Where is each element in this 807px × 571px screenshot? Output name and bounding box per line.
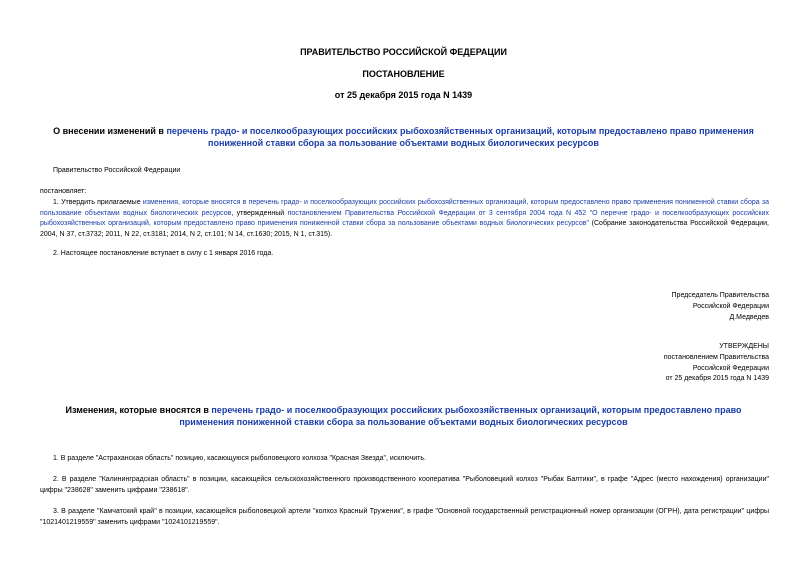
document-date: от 25 декабря 2015 года N 1439 bbox=[334, 90, 473, 100]
item-2: 2. Настоящее постановление вступает в силу с 1 января 2016 года. bbox=[53, 250, 274, 257]
signature-line-2: Российской Федерации bbox=[692, 302, 769, 310]
document-title bbox=[40, 125, 767, 149]
approved-block bbox=[664, 342, 769, 385]
changes-title bbox=[40, 404, 767, 428]
change-item-1: 1. В разделе "Астраханская область" позицию, касающуюся рыболовецкого колхоза "Красная Звезда", исключить. bbox=[53, 455, 426, 462]
changes-title-prefix: Изменения, которые вносятся в bbox=[65, 405, 209, 415]
government-heading: ПРАВИТЕЛЬСТВО РОССИЙСКОЙ ФЕДЕРАЦИИ bbox=[300, 47, 507, 57]
preamble-decides: постановляет: bbox=[40, 188, 87, 195]
title-prefix: О внесении изменений в bbox=[53, 126, 164, 136]
changes-title-link[interactable]: перечень градо- и поселкообразующих российских рыбохозяйственных организаций, которым предоставлено право применения пониженной ставки сбора за пользование объектами водных биологических ресурсов bbox=[179, 405, 742, 427]
decree-452-link[interactable]: постановлением Правительства Российской Федерации от 3 сентября 2004 года N 452 "О перечне градо- и поселкообразующих российских рыбохозяйственных организаций, которым предоставлено право применения пониженной ставки сбора за пользование объектами водных биологических ресурсов" bbox=[40, 209, 769, 228]
change-item-3: 3. В разделе "Камчатский край" в позиции, касающейся рыболовецкой артели "колхоз Красный Труженик", в графе "Основной государственный регистрационный номер организации (ОГРН), дата регистрации" цифры "1021401219559" заменить цифрами "1024101219559". bbox=[40, 508, 769, 526]
approved-line-2: постановлением Правительства bbox=[663, 353, 769, 361]
signature-block bbox=[672, 291, 769, 323]
approved-line-4: от 25 декабря 2015 года N 1439 bbox=[665, 375, 769, 383]
preamble-government: Правительство Российской Федерации bbox=[53, 167, 181, 174]
title-link[interactable]: перечень градо- и поселкообразующих российских рыбохозяйственных организаций, которым предоставлено право применения пониженной ставки сбора за пользование объектами водных биологических ресурсов bbox=[166, 126, 754, 148]
signature-line-1: Председатель Правительства bbox=[671, 292, 769, 299]
item-1-text-end: (Собрание законодательства Российской Федерации, 2004, N 37, ст.3732; 2011, N 22, ст.3181; 2014, N 2, ст.101; N 14, ст.1630; 2015, N 1, ст.315). bbox=[40, 220, 770, 238]
approved-line-1: УТВЕРЖДЕНЫ bbox=[719, 343, 769, 350]
item-1-text-mid: , утвержденный bbox=[231, 209, 288, 217]
changes-link[interactable]: изменения, которые вносятся в перечень градо- и поселкообразующих российских рыбохозяйственных организаций, которым предоставлено право применения пониженной ставки сбора за пользование объектами водных биологических ресурсов bbox=[40, 199, 769, 217]
item-1-text-start: 1. Утвердить прилагаемые bbox=[53, 199, 143, 206]
change-item-2: 2. В разделе "Калининградская область" в позиции, касающейся сельскохозяйственного производственного кооператива "Рыболовецкий колхоз "Рыбак Балтики", в графе "Адрес (место нахождения) организации" цифры "238628" заменить цифрами "238618". bbox=[40, 476, 769, 494]
item-1 bbox=[40, 198, 769, 240]
approved-line-3: Российской Федерации bbox=[692, 364, 769, 372]
document-type: ПОСТАНОВЛЕНИЕ bbox=[362, 69, 445, 79]
signature-line-3: Д.Медведев bbox=[729, 313, 769, 321]
